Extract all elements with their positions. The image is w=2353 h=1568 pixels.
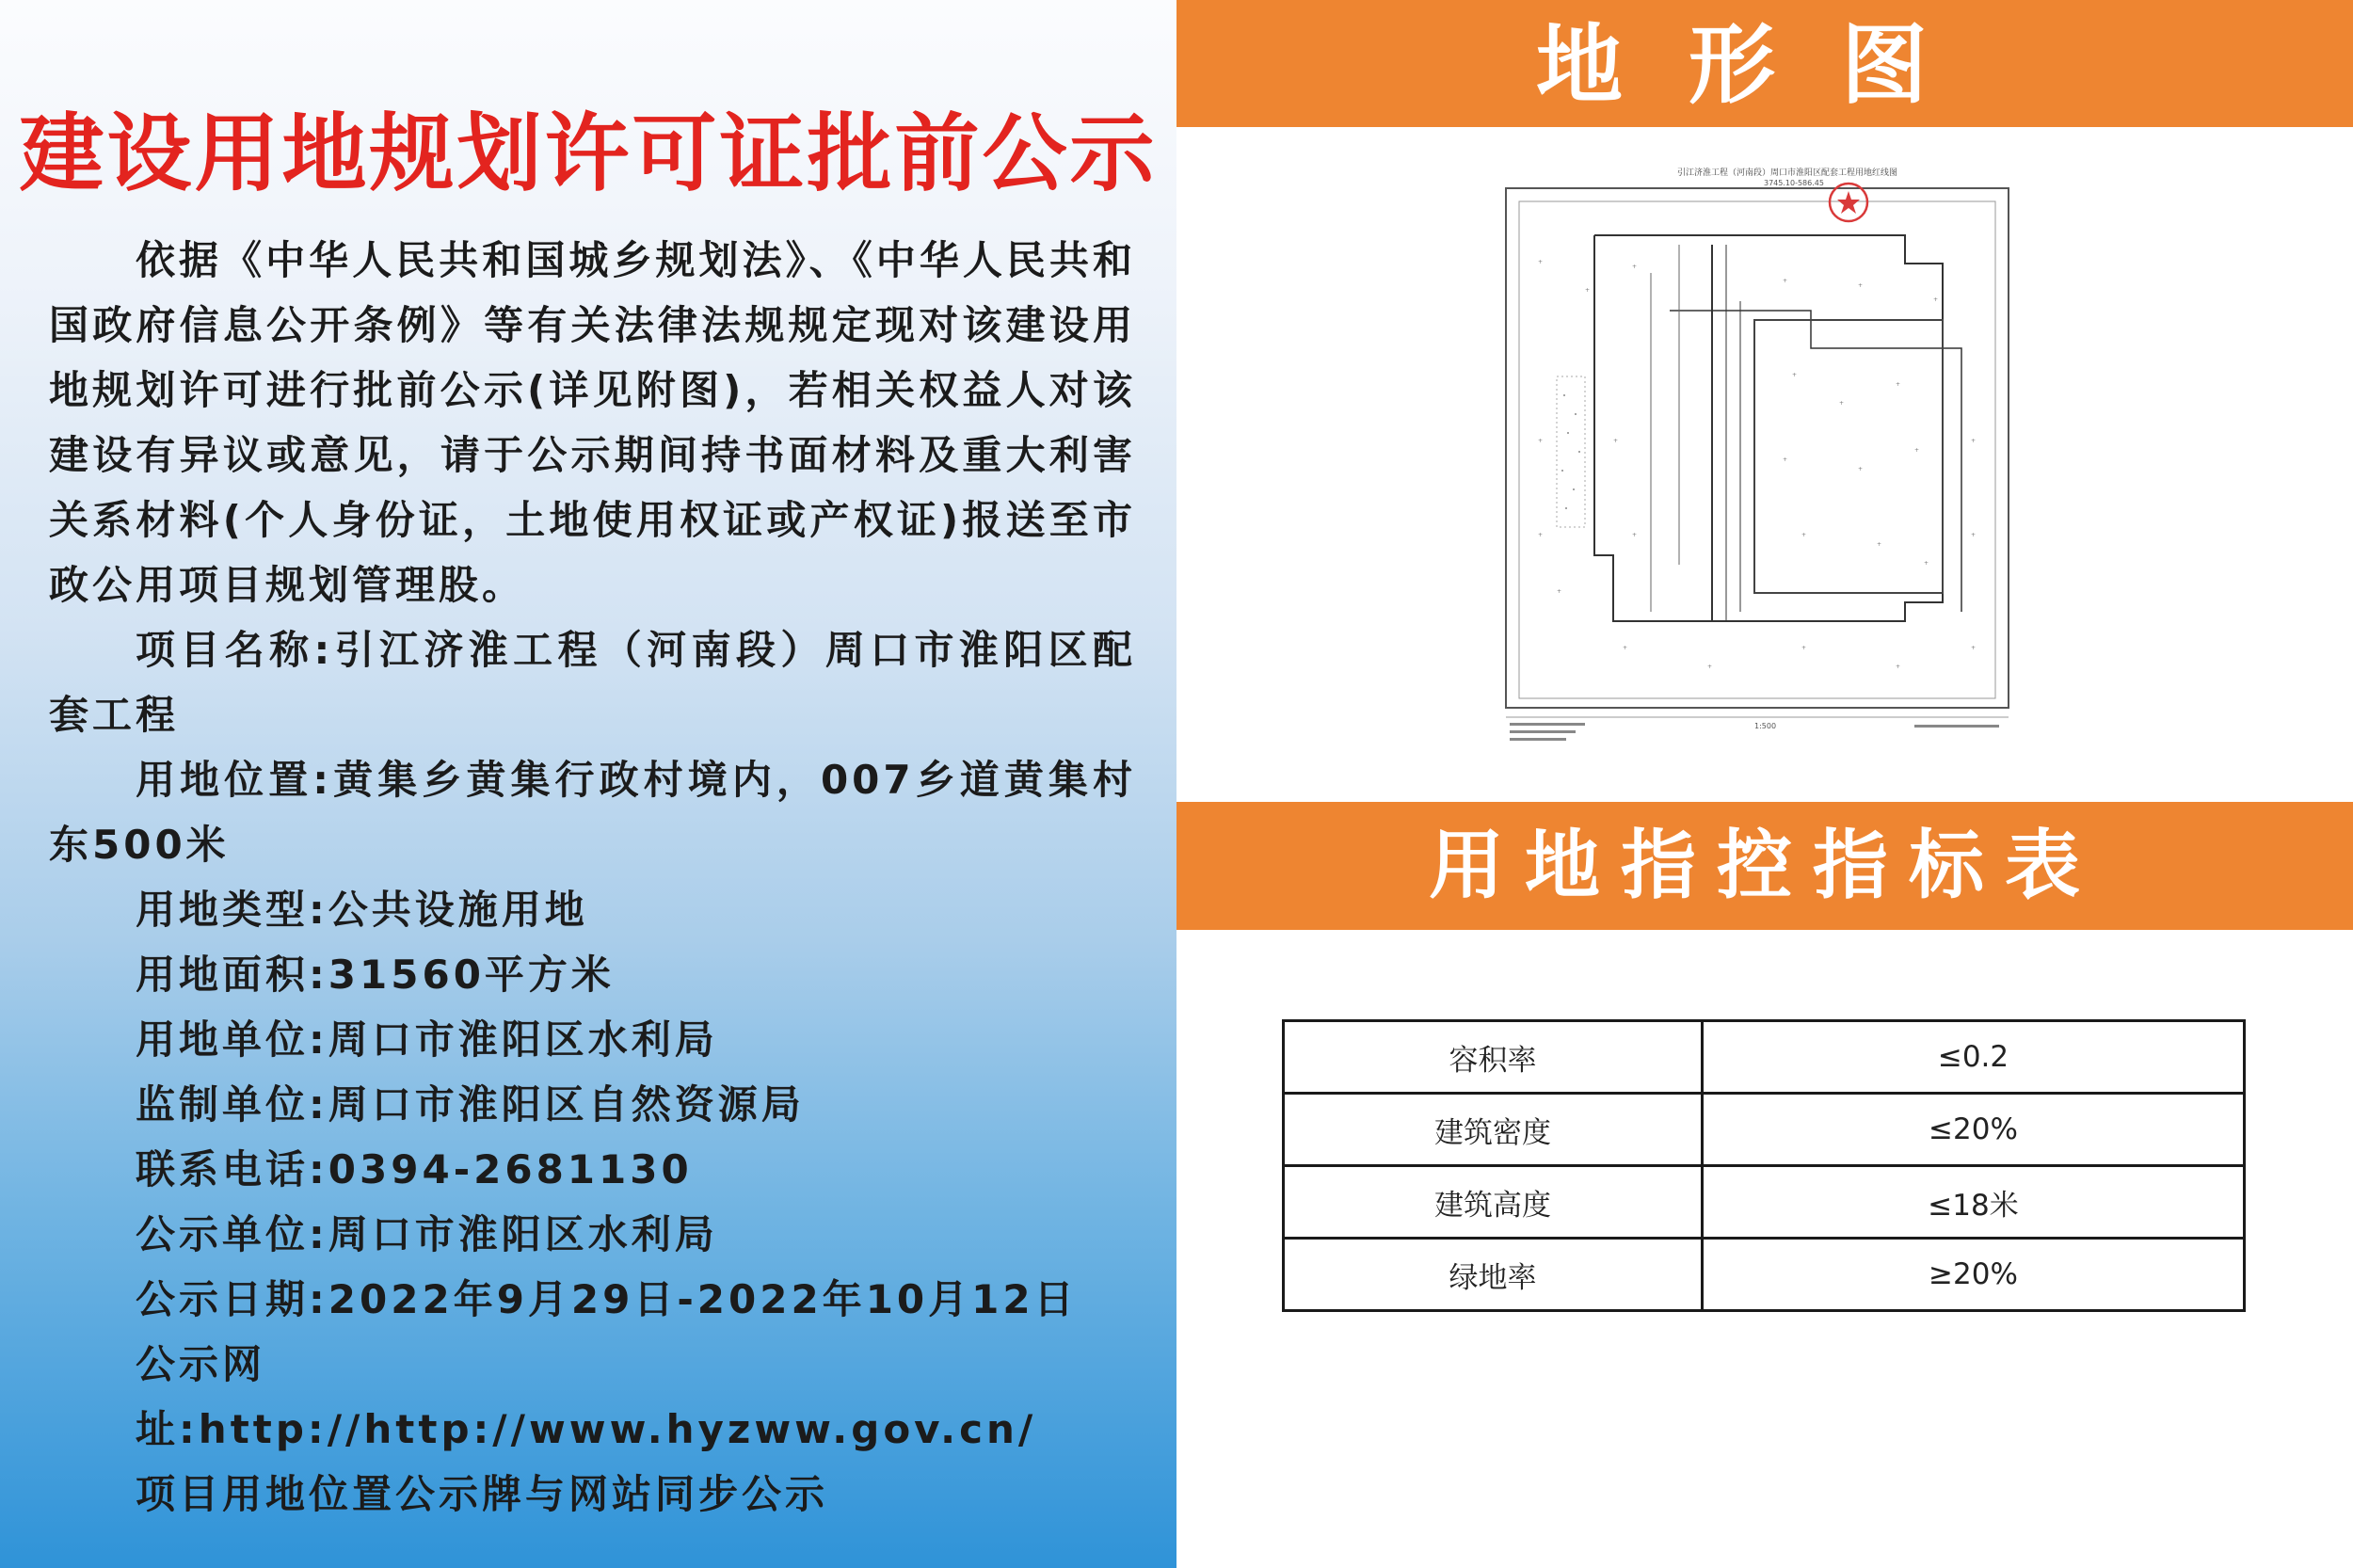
- svg-text:+: +: [1585, 287, 1591, 294]
- svg-text:+: +: [1538, 532, 1544, 538]
- svg-text:+: +: [1896, 664, 1901, 670]
- svg-text:+: +: [1632, 532, 1638, 538]
- notice-period: 公示日期:2022年9月29日-2022年10月12日: [136, 1276, 1078, 1322]
- svg-text:+: +: [1971, 645, 1977, 651]
- land-type: 用地类型:公共设施用地: [136, 887, 588, 933]
- sync-note: 项目用地位置公示牌与网站同步公示: [136, 1471, 829, 1517]
- row-label: 绿地率: [1284, 1239, 1703, 1311]
- land-area: 用地面积:31560平方米: [136, 952, 615, 998]
- svg-text:+: +: [1839, 400, 1845, 407]
- land-location: 用地位置:黄集乡黄集行政村境内，007乡道黄集村东500米: [49, 757, 1136, 868]
- svg-text:+: +: [1858, 282, 1864, 289]
- svg-text:+: +: [1877, 541, 1882, 548]
- svg-text:+: +: [1858, 466, 1864, 472]
- row-label: 容积率: [1284, 1021, 1703, 1094]
- svg-text:+: +: [1971, 438, 1977, 444]
- table-row: [1284, 1021, 2245, 1094]
- svg-text:+: +: [1914, 447, 1920, 454]
- svg-text:+: +: [1924, 560, 1929, 567]
- supervisor-unit: 监制单位:周口市淮阳区自然资源局: [136, 1081, 805, 1128]
- topographic-map: [1500, 160, 2016, 751]
- contact-phone: 联系电话:0394-2681130: [136, 1146, 693, 1192]
- row-label: 建筑密度: [1284, 1094, 1703, 1166]
- svg-text:+: +: [1632, 264, 1638, 270]
- svg-text:+: +: [1707, 664, 1713, 670]
- svg-text:+: +: [1896, 381, 1901, 388]
- notice-title: 建设用地规划许可证批前公示: [19, 104, 1158, 203]
- svg-text:+: +: [1623, 645, 1628, 651]
- svg-text:+: +: [1557, 588, 1562, 595]
- table-row: [1284, 1166, 2245, 1239]
- row-value: ≤0.2: [1703, 1021, 2245, 1094]
- notice-body: [49, 228, 1136, 1527]
- svg-text:+: +: [1792, 372, 1798, 378]
- publisher-unit: 公示单位:周口市淮阳区水利局: [136, 1211, 718, 1257]
- svg-text:+: +: [1538, 259, 1544, 265]
- map-drawing: [1500, 160, 2016, 751]
- svg-text:+: +: [1783, 278, 1788, 284]
- land-unit: 用地单位:周口市淮阳区水利局: [136, 1016, 718, 1063]
- control-index-table: [1282, 1019, 2246, 1312]
- map-caption: 引江济淮工程（河南段）周口市淮阳区配套工程用地红线图: [1677, 168, 1898, 178]
- row-value: ≥20%: [1703, 1239, 2245, 1311]
- map-code: 3745.10-586.45: [1764, 179, 1824, 187]
- svg-text:+: +: [1933, 296, 1939, 303]
- svg-text:+: +: [1613, 438, 1619, 444]
- svg-text:+: +: [1538, 438, 1544, 444]
- svg-text:+: +: [1801, 645, 1807, 651]
- svg-text:+: +: [1971, 532, 1977, 538]
- row-value: ≤20%: [1703, 1094, 2245, 1166]
- map-header: 地形图: [1176, 0, 2353, 127]
- row-value: ≤18米: [1703, 1166, 2245, 1239]
- table-row: [1284, 1094, 2245, 1166]
- index-header: 用地指控指标表: [1176, 802, 2353, 930]
- table-row: [1284, 1239, 2245, 1311]
- map-scale: 1:500: [1754, 722, 1777, 730]
- notice-paragraph: 依据《中华人民共和国城乡规划法》、《中华人民共和国政府信息公开条例》等有关法律法规规定现对该建设用地规划许可进行批前公示(详见附图)，若相关权益人对该建设有异议或意见，请于公示期间持书面材料及重大利害关系材料(个人身份证，土地使用权证或产权证)报送至市政公用项目规划管理股。: [49, 237, 1136, 608]
- notice-website: 公示网址:http://http://www.hyzww.gov.cn/: [136, 1341, 1037, 1452]
- notice-panel: [0, 0, 1176, 1568]
- project-name: 项目名称:引江济淮工程（河南段）周口市淮阳区配套工程: [49, 627, 1136, 738]
- row-label: 建筑高度: [1284, 1166, 1703, 1239]
- svg-text:+: +: [1783, 456, 1788, 463]
- svg-text:+: +: [1801, 532, 1807, 538]
